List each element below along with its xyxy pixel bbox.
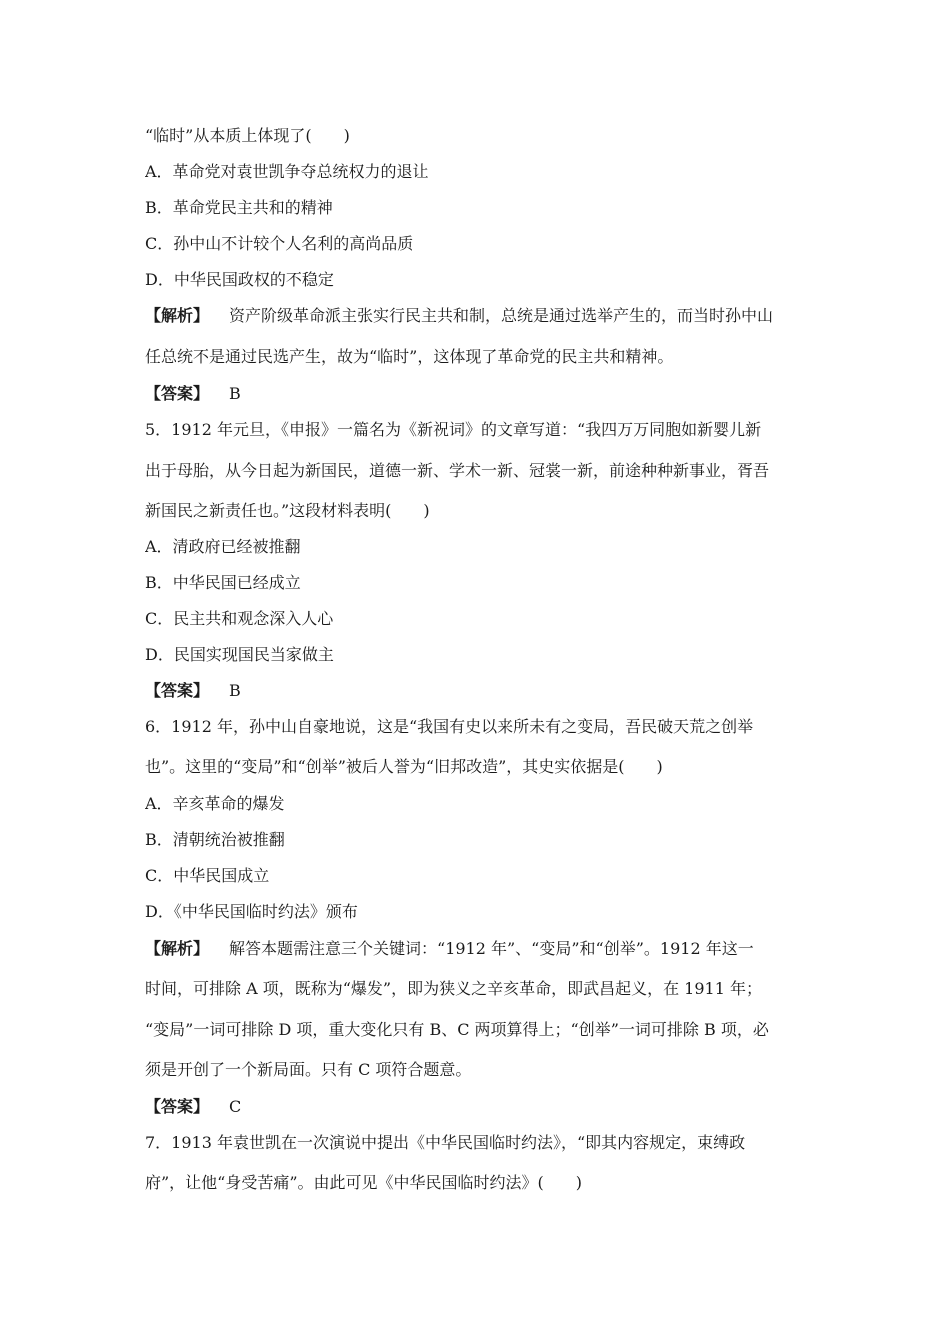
q6-option-d: D．《中华民国临时约法》颁布 <box>145 902 358 921</box>
q6-analysis-line-4: 须是开创了一个新局面。只有 C 项符合题意。 <box>145 1060 472 1079</box>
q4-analysis-line-2: 任总统不是通过民选产生，故为“临时”，这体现了革命党的民主共和精神。 <box>145 347 674 366</box>
answer-tag: 【答案】 <box>145 681 210 700</box>
q5-stem-line-2: 出于母胎，从今日起为新国民，道德一新、学术一新、冠裳一新，前途种种新事业，胥吾 <box>145 461 770 480</box>
q4-stem-tail: “临时”从本质上体现了( ) <box>145 126 350 145</box>
q6-stem-line-1: 6．1912 年，孙中山自豪地说，这是“我国有史以来所未有之变局，吾民破天荒之创举 <box>145 717 754 736</box>
q7-stem-line-1: 7．1913 年袁世凯在一次演说中提出《中华民国临时约法》，“即其内容规定，束缚政 <box>145 1133 746 1152</box>
q5-stem-line-1: 5．1912 年元旦，《申报》一篇名为《新祝词》的文章写道：“我四万万同胞如新婴儿新 <box>145 420 762 439</box>
q4-option-a: A．革命党对袁世凯争夺总统权力的退让 <box>145 162 429 181</box>
q6-option-c: C．中华民国成立 <box>145 866 270 885</box>
q4-option-c: C．孙中山不计较个人名利的高尚品质 <box>145 234 414 253</box>
q6-analysis-line-2: 时间，可排除 A 项，既称为“爆发”，即为狭义之辛亥革命，即武昌起义，在 1911 年； <box>145 979 762 998</box>
q6-analysis-line-1 <box>145 939 810 959</box>
q5-option-b: B．中华民国已经成立 <box>145 573 301 592</box>
answer-tag: 【答案】 <box>145 384 210 403</box>
answer-value: B <box>229 384 241 403</box>
q6-analysis-line-3: “变局”一词可排除 D 项，重大变化只有 B、C 两项算得上；“创举”一词可排除 B 项，必 <box>145 1020 769 1039</box>
analysis-tag: 【解析】 <box>145 939 210 958</box>
q4-answer <box>145 384 810 404</box>
q5-option-a: A．清政府已经被推翻 <box>145 537 301 556</box>
q5-option-c: C．民主共和观念深入人心 <box>145 609 334 628</box>
q4-analysis-line-1 <box>145 306 810 326</box>
q6-option-a: A．辛亥革命的爆发 <box>145 794 285 813</box>
q6-stem-line-2: 也”。这里的“变局”和“创举”被后人誉为“旧邦改造”，其史实依据是( ) <box>145 757 663 776</box>
answer-value: B <box>229 681 241 700</box>
q4-option-d: D．中华民国政权的不稳定 <box>145 270 334 289</box>
q5-stem-line-3: 新国民之新责任也。”这段材料表明( ) <box>145 501 430 520</box>
q6-option-b: B．清朝统治被推翻 <box>145 830 285 849</box>
q5-answer <box>145 681 810 701</box>
q6-answer <box>145 1097 810 1117</box>
analysis-text: 解答本题需注意三个关键词：“1912 年”、“变局”和“创举”。1912 年这一 <box>229 939 754 958</box>
answer-value: C <box>229 1097 242 1116</box>
answer-tag: 【答案】 <box>145 1097 210 1116</box>
analysis-text: 资产阶级革命派主张实行民主共和制，总统是通过选举产生的，而当时孙中山 <box>229 306 774 325</box>
q7-stem-line-2: 府”，让他“身受苦痛”。由此可见《中华民国临时约法》( ) <box>145 1173 583 1192</box>
q5-option-d: D．民国实现国民当家做主 <box>145 645 334 664</box>
analysis-tag: 【解析】 <box>145 306 210 325</box>
q4-option-b: B．革命党民主共和的精神 <box>145 198 333 217</box>
